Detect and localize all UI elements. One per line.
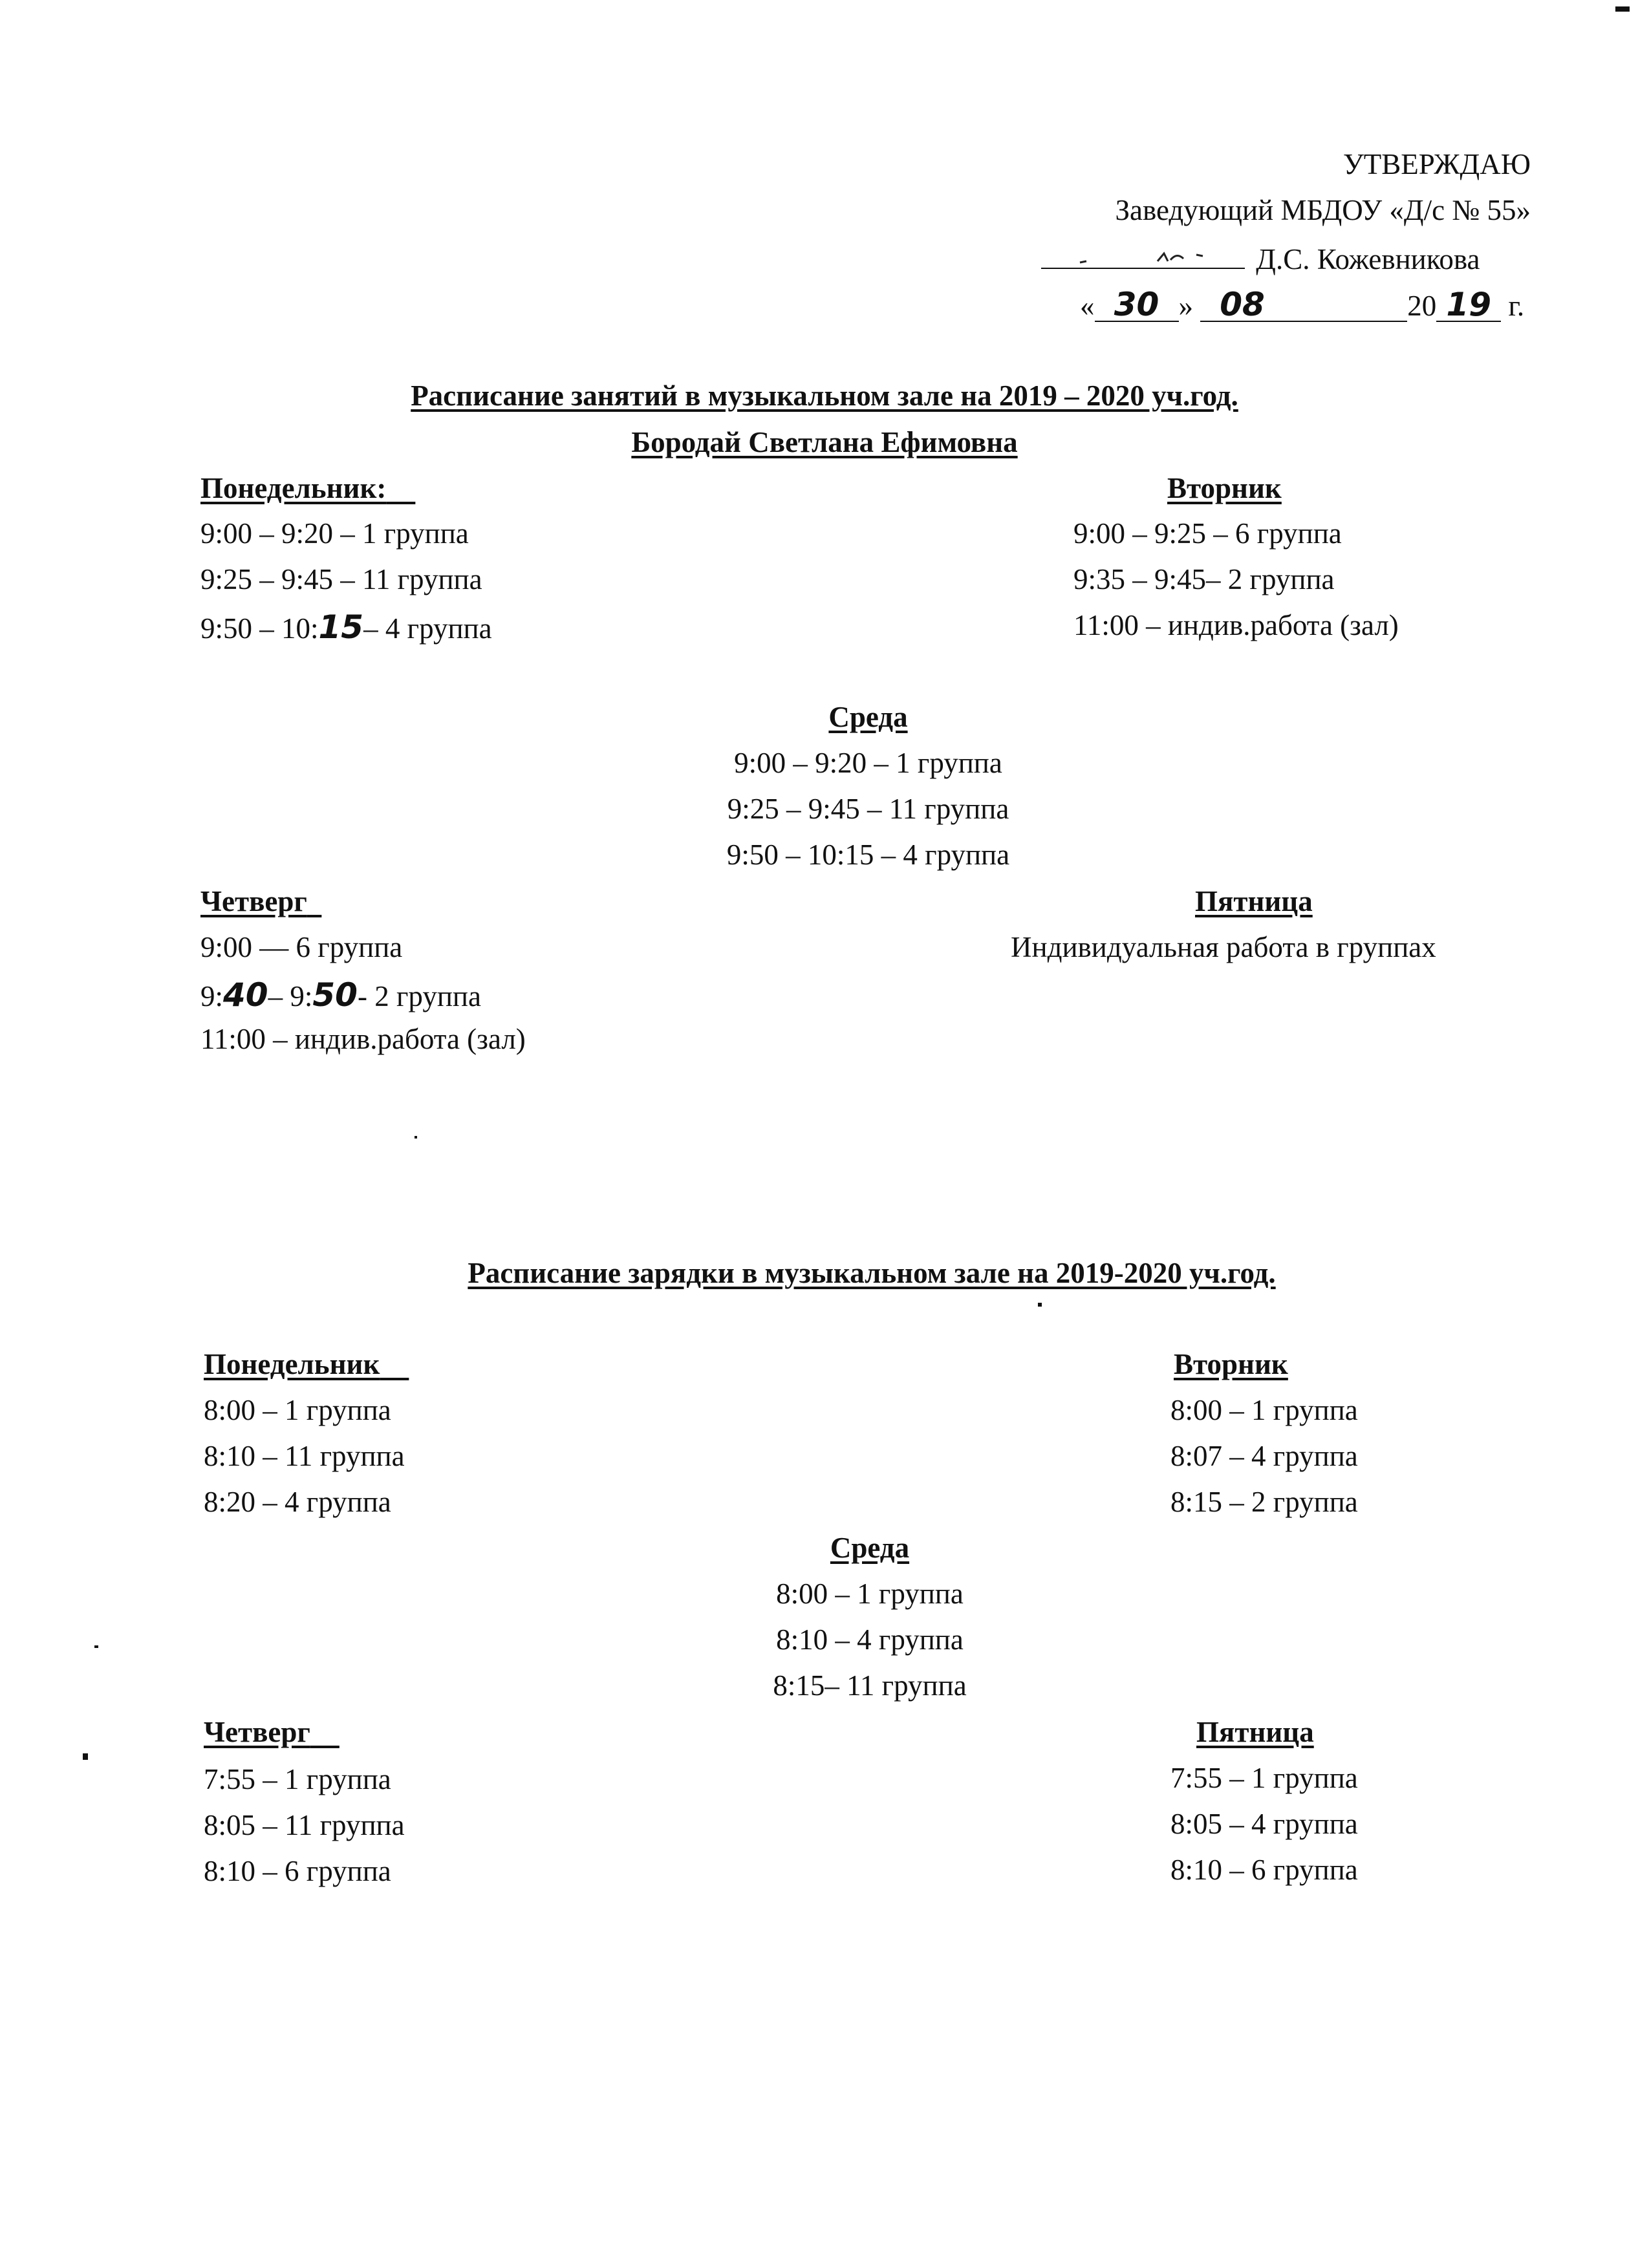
exercise-friday-row: 7:55 – 1 группа	[1170, 1762, 1358, 1794]
exercise-title: Расписание зарядки в музыкальном зале на 2019-2020 уч.год.	[468, 1257, 1276, 1289]
classes-monday-row: 9:50 – 10:15– 4 группа	[200, 608, 492, 646]
exercise-friday-heading: Пятница	[1196, 1716, 1314, 1748]
exercise-wednesday-row: 8:10 – 4 группа	[776, 1623, 964, 1656]
exercise-thursday-row: 7:55 – 1 группа	[204, 1763, 391, 1795]
classes-wednesday-row: 9:00 – 9:20 – 1 группа	[734, 747, 1002, 779]
classes-friday-heading: Пятница	[1195, 885, 1313, 917]
classes-tuesday-row: 9:00 – 9:25 – 6 группа	[1073, 517, 1342, 550]
classes-thursday-row: 9:00 — 6 группа	[200, 931, 403, 963]
approval-date: « 30 » 08 20 19 г.	[1080, 286, 1525, 323]
classes-wednesday-heading: Среда	[828, 701, 908, 733]
approval-signature-line	[1041, 242, 1480, 274]
classes-thursday-row: 9:40– 9:50- 2 группа	[200, 976, 481, 1014]
classes-wednesday-row: 9:25 – 9:45 – 11 группа	[727, 793, 1009, 825]
exercise-monday-row: 8:00 – 1 группа	[204, 1394, 391, 1426]
classes-teacher: Бородай Светлана Ефимовна	[631, 426, 1018, 458]
classes-monday-row: 9:00 – 9:20 – 1 группа	[200, 517, 469, 550]
classes-tuesday-row: 9:35 – 9:45– 2 группа	[1073, 563, 1335, 595]
exercise-monday-row: 8:10 – 11 группа	[204, 1440, 405, 1472]
classes-wednesday-row: 9:50 – 10:15 – 4 группа	[726, 839, 1010, 871]
exercise-friday-row: 8:10 – 6 группа	[1170, 1854, 1358, 1886]
classes-title: Расписание занятий в музыкальном зале на 2019 – 2020 уч.год.	[411, 380, 1238, 412]
approval-heading: УТВЕРЖДАЮ	[1342, 148, 1531, 180]
exercise-monday-row: 8:20 – 4 группа	[204, 1486, 391, 1518]
date-day: 30	[1114, 286, 1159, 323]
classes-tuesday-heading: Вторник	[1167, 472, 1282, 504]
handwritten-time: 15	[318, 608, 364, 646]
classes-thursday-row: 11:00 – индив.работа (зал)	[200, 1023, 526, 1055]
date-year-suffix: 19	[1446, 286, 1492, 323]
signature-blank	[1041, 242, 1245, 269]
handwritten-time: 50	[312, 976, 358, 1014]
exercise-tuesday-row: 8:15 – 2 группа	[1170, 1486, 1358, 1518]
date-year-end: г.	[1508, 290, 1525, 322]
scan-speck	[1615, 6, 1630, 12]
classes-thursday-heading: Четверг	[200, 885, 307, 917]
handwritten-time: 40	[223, 976, 268, 1014]
scan-speck	[83, 1753, 88, 1760]
exercise-thursday-heading: Четверг	[204, 1716, 310, 1748]
exercise-thursday-row: 8:05 – 11 группа	[204, 1809, 405, 1841]
exercise-friday-row: 8:05 – 4 группа	[1170, 1808, 1358, 1840]
exercise-wednesday-row: 8:00 – 1 группа	[776, 1578, 964, 1610]
exercise-monday-heading: Понедельник	[204, 1348, 380, 1380]
exercise-wednesday-heading: Среда	[830, 1532, 910, 1564]
signature-mark	[1041, 242, 1245, 268]
date-year-prefix: 20	[1407, 290, 1437, 322]
exercise-tuesday-row: 8:07 – 4 группа	[1170, 1440, 1358, 1472]
classes-monday-row: 9:25 – 9:45 – 11 группа	[200, 563, 482, 595]
scan-speck	[415, 1136, 417, 1139]
approval-signer: Д.С. Кожевникова	[1256, 243, 1480, 275]
classes-tuesday-row: 11:00 – индив.работа (зал)	[1073, 609, 1399, 641]
exercise-tuesday-heading: Вторник	[1174, 1348, 1288, 1380]
exercise-wednesday-row: 8:15– 11 группа	[773, 1669, 967, 1702]
exercise-thursday-row: 8:10 – 6 группа	[204, 1855, 391, 1887]
date-month: 08	[1220, 286, 1265, 323]
exercise-tuesday-row: 8:00 – 1 группа	[1170, 1394, 1358, 1426]
scan-speck	[1038, 1303, 1042, 1307]
classes-friday-row: Индивидуальная работа в группах	[1011, 931, 1436, 963]
approval-position: Заведующий МБДОУ «Д/с № 55»	[1115, 194, 1531, 226]
classes-monday-heading: Понедельник:	[200, 472, 387, 504]
